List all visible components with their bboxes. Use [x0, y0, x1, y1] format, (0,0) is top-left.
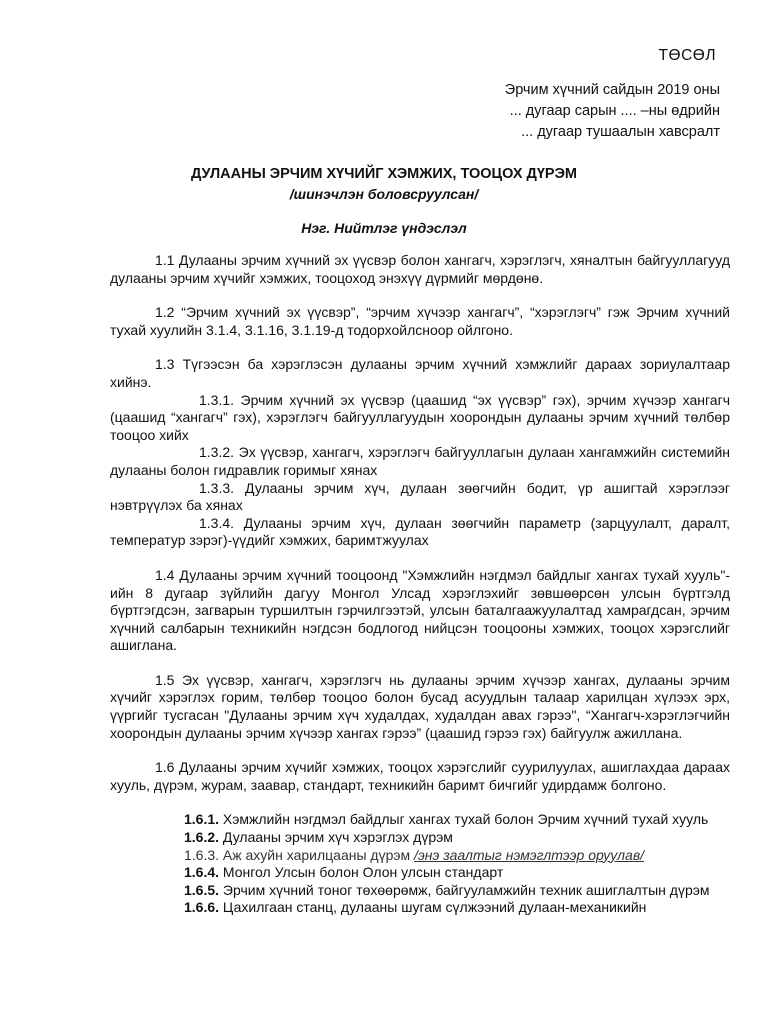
annex-line: ... дугаар тушаалын хавсралт	[521, 124, 720, 140]
paragraph-1-3-1	[110, 392, 730, 445]
clause-number: 1.3	[155, 356, 175, 373]
annex-reference	[505, 80, 720, 143]
clause-text: Дулааны эрчим хүчний эх үүсвэр болон хангагч, хэрэглэгч, хяналтын байгууллагууд дулааны эрчим хүчийг хэмжих, тооцоход энэхүү дүрмийг мөрдөнө.	[110, 252, 730, 286]
clause-text: Монгол Улсын болон Олон улсын стандарт	[219, 864, 504, 881]
section-heading: Нэг. Нийтлэг үндэслэл	[301, 220, 467, 236]
clause-number: 1.5	[155, 671, 175, 688]
clause-text: “Эрчим хүчний эх үүсвэр”, “эрчим хүчээр хангагч”, “хэрэглэгч” гэж Эрчим хүчний тухай хуулийн 3.1.4, 3.1.16, 3.1.19-д тодорхойлсноор ойлгоно.	[110, 304, 730, 338]
paragraph-1-3-2	[110, 444, 730, 479]
clause-number: 1.3.1.	[199, 391, 235, 408]
clause-number: 1.6.1.	[184, 811, 220, 828]
clause-number: 1.6	[155, 759, 175, 776]
clause-text: Дулааны эрчим хүчний тооцоонд "Хэмжлийн нэгдмэл байдлыг хангах тухай хууль"- ийн 8 дугаар зүйлийн дагуу Монгол Улсад хэрэглэхийг зөвшөөрсөн улсын бүртгэлд бүртгэгдсэн, загварын туршилтын гэрчилгээтэй, улсын баталгаажуулалтад хамрагдсан, эрчим хүчний салбарын техникийн нэгдсэн бодлогод нийцсэн тооцооны хэмжих, тооцох хэрэгслийг ашиглана.	[110, 566, 730, 654]
paragraph-1-6	[110, 759, 730, 794]
draft-label: ТӨСӨЛ	[658, 47, 716, 64]
clause-text: Хэмжлийн нэгдмэл байдлыг хангах тухай болон Эрчим хүчний тухай хууль	[219, 811, 709, 828]
clause-text: Цахилгаан станц, дулааны шугам сүлжээний дулаан-механикийн	[219, 899, 647, 916]
clause-number: 1.6.6.	[184, 899, 220, 916]
paragraph-1-6-2	[110, 829, 730, 847]
document-body	[110, 252, 730, 917]
clause-number: 1.6.2.	[184, 829, 220, 846]
clause-number: 1.3.4.	[199, 514, 235, 531]
clause-text: 1.6.3. Аж ахуйн харилцааны дүрэм	[184, 846, 415, 863]
paragraph-1-6-5	[110, 882, 730, 900]
clause-number: 1.3.3.	[199, 479, 235, 496]
clause-number: 1.6.4.	[184, 864, 220, 881]
clause-number: 1.2	[155, 304, 175, 321]
document-title: ДУЛААНЫ ЭРЧИМ ХҮЧИЙГ ХЭМЖИХ, ТООЦОХ ДҮРЭМ	[191, 166, 577, 182]
clause-text: Дулааны эрчим хүч хэрэглэх дүрэм	[219, 829, 453, 846]
clause-number: 1.6.5.	[184, 881, 220, 898]
clause-text: Эрчим хүчний эх үүсвэр (цаашид “эх үүсвэр” гэх), эрчим хүчээр хангагч (цаашид “хангагч” гэх), хэрэглэгч байгууллагуудын хоорондын дулааны эрчим хүчний төлбөр тооцоо хийх	[110, 391, 730, 443]
paragraph-1-6-6	[110, 899, 730, 917]
paragraph-1-4	[110, 567, 730, 655]
paragraph-1-1	[110, 252, 730, 287]
paragraph-1-2	[110, 304, 730, 339]
clause-text: Эрчим хүчний тоног төхөөрөмж, байгууламжийн техник ашиглалтын дүрэм	[219, 881, 710, 898]
paragraph-1-5	[110, 672, 730, 742]
paragraph-1-6-1	[110, 811, 730, 829]
clause-text: Дулааны эрчим хүч, дулаан зөөгчийн бодит, үр ашигтай хэрэглээг нэвтрүүлэх ба хянах	[110, 479, 730, 514]
clause-text: Эх үүсвэр, хангагч, хэрэглэгч нь дулааны эрчим хүчээр хангах, дулааны эрчим хүчийг хэрэглэх горим, төлбөр тооцоо болон бусад асуудлын талаар харилцан хүлээх эрх, үүргийг тусгасан "Дулааны эрчим хүч худалдах, худалдан авах гэрээ", “Хангагч-хэрэглэгчийн хоорондын дулааны эрчим хүчээр хангах гэрээ” (цаашид гэрээ гэх) байгуулж ажиллана.	[110, 671, 730, 741]
annex-line: ... дугаар сарын .... –ны өдрийн	[509, 103, 720, 119]
paragraph-1-3-4	[110, 515, 730, 550]
paragraph-1-3-3	[110, 480, 730, 515]
clause-text: Эх үүсвэр, хангагч, хэрэглэгч байгууллагын дулаан хангамжийн системийн дулааны болон гидравлик горимыг хянах	[110, 444, 730, 478]
paragraph-1-3	[110, 356, 730, 391]
paragraph-1-6-4	[110, 864, 730, 882]
clause-number: 1.4	[155, 566, 175, 583]
paragraph-1-6-3	[110, 847, 730, 865]
annex-line: Эрчим хүчний сайдын 2019 оны	[504, 82, 720, 98]
clause-number: 1.3.2.	[199, 444, 235, 461]
clause-number: 1.1	[155, 252, 175, 268]
amendment-note: /энэ заалтыг нэмэглтээр оруулав/	[414, 846, 645, 863]
clause-text: Түгээсэн ба хэрэглэсэн дулааны эрчим хүчний хэмжлийг дараах зориулалтаар хийнэ.	[110, 356, 730, 390]
clause-text: Дулааны эрчим хүч, дулаан зөөгчийн параметр (зарцуулалт, даралт, температур зэрэг)-үүдийг хэмжих, баримтжуулах	[110, 514, 730, 549]
clause-text: Дулааны эрчим хүчийг хэмжих, тооцох хэрэгслийг суурилуулах, ашиглахдаа дараах хууль, дүрэм, журам, заавар, стандарт, техникийн баримт бичгийг удирдамж болгоно.	[110, 759, 730, 793]
document-subtitle: /шинэчлэн боловсруулсан/	[289, 186, 479, 202]
